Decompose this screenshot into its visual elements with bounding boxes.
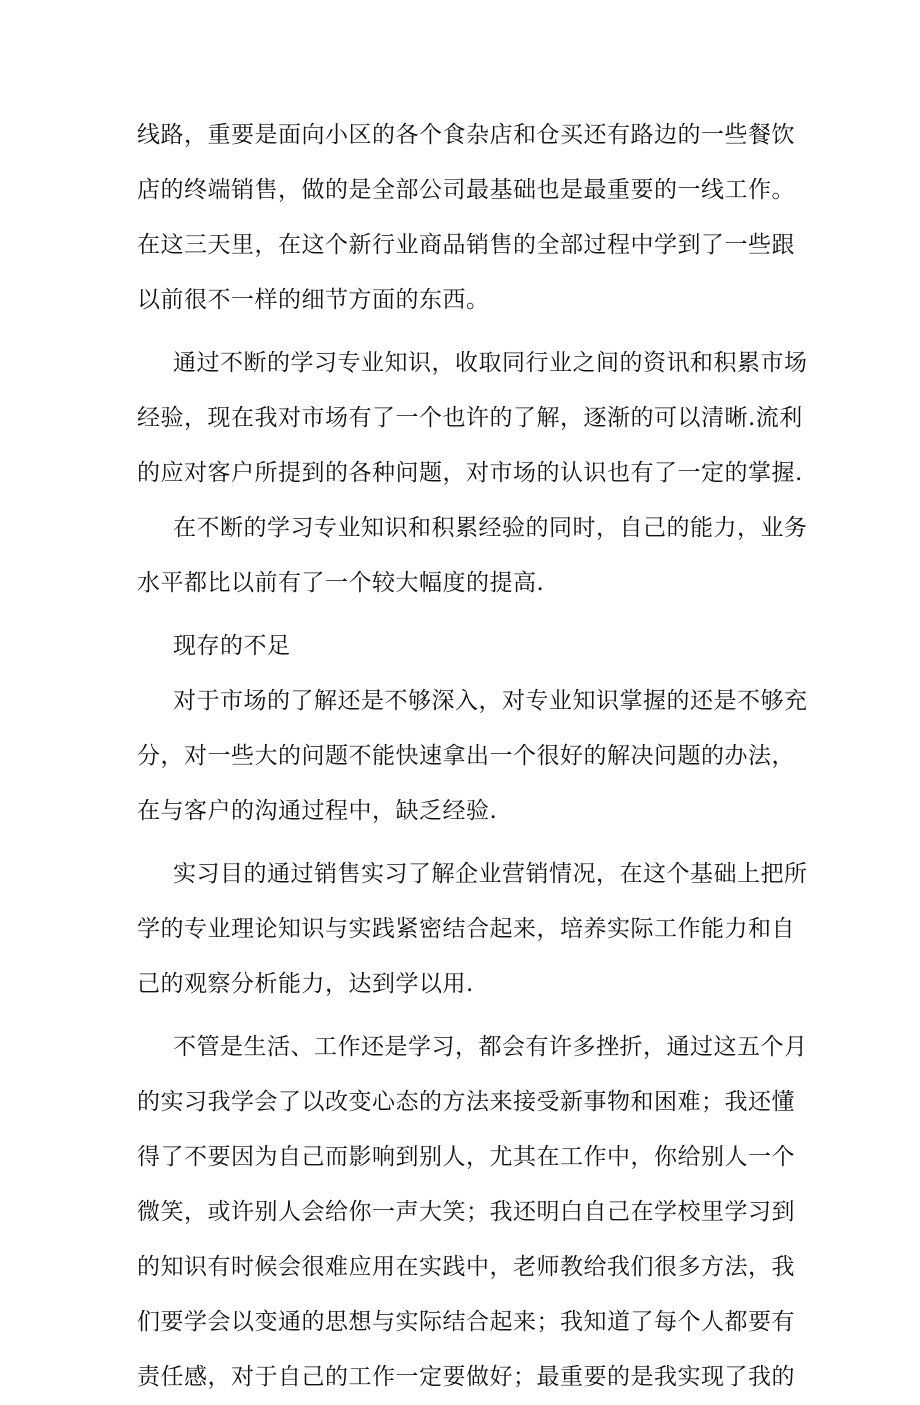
text-line: 学的专业理论知识与实践紧密结合起来，培养实际工作能力和自 — [137, 916, 795, 942]
text-line: 己的观察分析能力，达到学以用. — [137, 971, 474, 997]
text-line: 微笑，或许别人会给你一声大笑；我还明白自己在学校里学习到 — [137, 1199, 795, 1225]
text-line: 在不断的学习专业知识和积累经验的同时，自己的能力，业务 — [173, 515, 808, 541]
paragraph — [137, 674, 808, 839]
text-line: 的实习我学会了以改变心态的方法来接受新事物和困难；我还懂 — [137, 1089, 795, 1115]
text-line: 在这三天里，在这个新行业商品销售的全部过程中学到了一些跟 — [137, 232, 795, 258]
text-line: 得了不要因为自己而影响到别人，尤其在工作中，你给别人一个 — [137, 1144, 795, 1170]
text-line: 实习目的通过销售实习了解企业营销情况，在这个基础上把所 — [173, 861, 808, 887]
text-line: 们要学会以变通的思想与实际结合起来；我知道了每个人都要有 — [137, 1309, 795, 1335]
paragraph — [137, 1020, 808, 1405]
text-line: 水平都比以前有了一个较大幅度的提高. — [137, 570, 545, 596]
paragraph — [137, 108, 795, 328]
text-line: 对于市场的了解还是不够深入，对专业知识掌握的还是不够充 — [173, 688, 808, 714]
text-line: 的应对客户所提到的各种问题，对市场的认识也有了一定的掌握. — [137, 460, 803, 486]
paragraph — [137, 619, 787, 674]
paragraph — [137, 847, 808, 1012]
text-line: 不管是生活、工作还是学习，都会有许多挫折，通过这五个月 — [173, 1034, 808, 1060]
text-line: 分，对一些大的问题不能快速拿出一个很好的解决问题的办法， — [137, 743, 795, 769]
section-heading: 现存的不足 — [173, 633, 291, 659]
paragraph — [137, 336, 808, 501]
text-line: 以前很不一样的细节方面的东西。 — [137, 287, 490, 313]
text-line: 责任感，对于自己的工作一定要做好；最重要的是我实现了我的 — [137, 1364, 795, 1390]
paragraph — [137, 501, 808, 611]
text-line: 线路，重要是面向小区的各个食杂店和仓买还有路边的一些餐饮 — [137, 122, 795, 148]
text-line: 在与客户的沟通过程中，缺乏经验. — [137, 798, 498, 824]
text-line: 店的终端销售，做的是全部公司最基础也是最重要的一线工作。 — [137, 177, 795, 203]
text-line: 通过不断的学习专业知识，收取同行业之间的资讯和积累市场 — [173, 350, 808, 376]
text-line: 的知识有时候会很难应用在实践中，老师教给我们很多方法，我 — [137, 1254, 795, 1280]
text-line: 经验，现在我对市场有了一个也许的了解，逐渐的可以清晰.流利 — [137, 405, 803, 431]
document-body — [137, 108, 808, 1405]
